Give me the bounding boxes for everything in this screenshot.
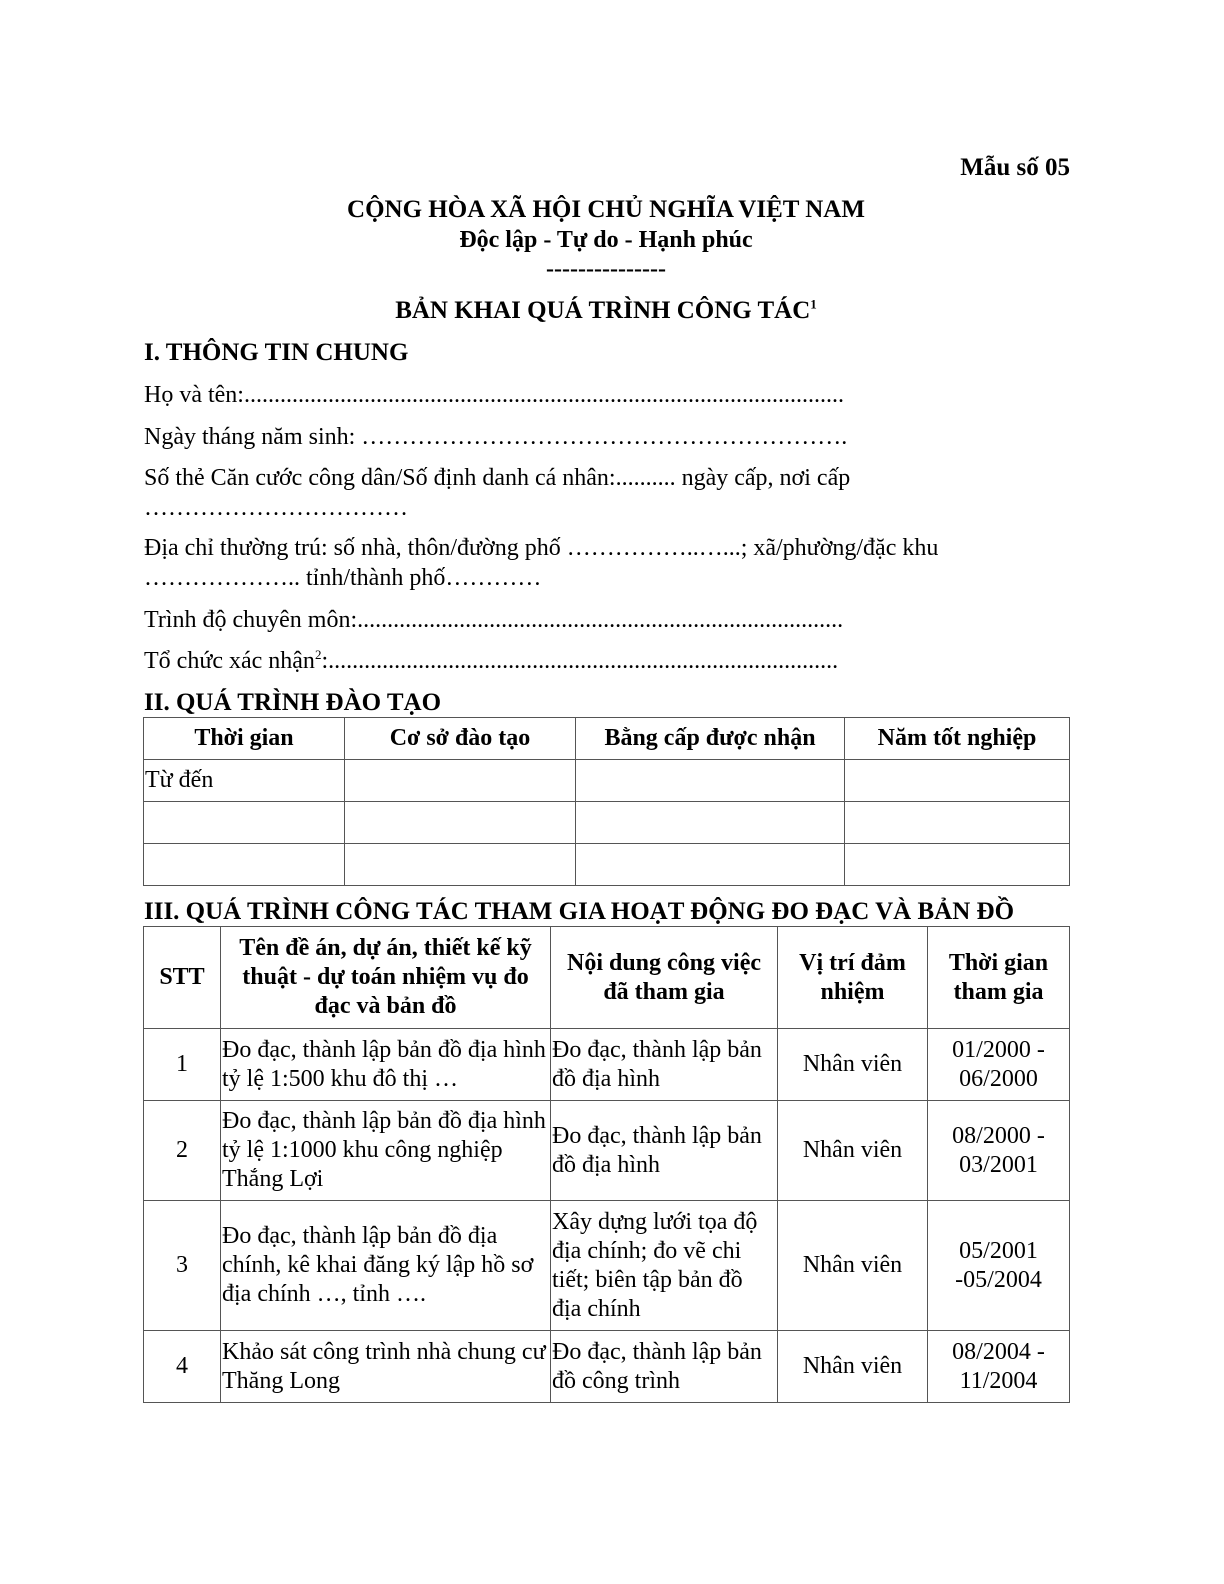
column-header: STT [144,927,221,1029]
table-cell [845,802,1070,844]
table-cell: 05/2001 -05/2004 [928,1201,1070,1331]
column-header: Bằng cấp được nhận [576,718,845,760]
address-line-continued: ……………….. tỉnh/thành phố………… [144,565,542,591]
work-history-table [143,926,1070,1403]
table-cell: Đo đạc, thành lập bản đồ địa hình tỷ lệ 1:500 khu đô thị … [221,1029,551,1101]
column-header: Vị trí đảm nhiệm [778,927,928,1029]
training-header-row [144,718,1070,760]
column-header: Thời gian [144,718,345,760]
title-text: BẢN KHAI QUÁ TRÌNH CÔNG TÁC [395,297,811,324]
table-row [144,1029,1070,1101]
table-cell: Nhân viên [778,1029,928,1101]
table-cell [345,760,576,802]
header-separator: --------------- [546,256,666,282]
table-cell: 01/2000 - 06/2000 [928,1029,1070,1101]
table-cell: 2 [144,1101,221,1201]
table-cell [845,760,1070,802]
table-cell: Khảo sát công trình nhà chung cư Thăng Long [221,1331,551,1403]
column-header: Cơ sở đào tạo [345,718,576,760]
table-row [144,760,1070,802]
dob-line: Ngày tháng năm sinh: ……………………………………………………. [144,424,848,450]
motto: Độc lập - Tự do - Hạnh phúc [459,227,753,253]
table-cell: 08/2004 - 11/2004 [928,1331,1070,1403]
table-cell: Nhân viên [778,1331,928,1403]
certifying-org-line [144,648,838,675]
table-cell: Từ đến [144,760,345,802]
table-cell: Đo đạc, thành lập bản đồ địa hình [551,1029,778,1101]
address-line: Địa chỉ thường trú: số nhà, thôn/đường phố ……………..…...; xã/phường/đặc khu [144,535,939,561]
training-table [143,717,1070,886]
column-header: Thời gian tham gia [928,927,1070,1029]
table-cell [845,844,1070,886]
table-cell: 3 [144,1201,221,1331]
section1-heading: I. THÔNG TIN CHUNG [144,339,409,366]
document-title [0,297,1212,325]
org-footnote: 2 [314,647,322,662]
work-header-row [144,927,1070,1029]
table-cell: 08/2000 - 03/2001 [928,1101,1070,1201]
table-cell [345,802,576,844]
table-cell: Đo đạc, thành lập bản đồ địa hình [551,1101,778,1201]
form-number: Mẫu số 05 [960,154,1070,181]
table-row [144,1101,1070,1201]
column-header: Tên đề án, dự án, thiết kế kỹ thuật - dự toán nhiệm vụ đo đạc và bản đồ [221,927,551,1029]
table-cell [144,844,345,886]
table-cell: Nhân viên [778,1201,928,1331]
title-footnote: 1 [810,296,817,312]
table-cell: Đo đạc, thành lập bản đồ địa chính, kê khai đăng ký lập hồ sơ địa chính …, tỉnh …. [221,1201,551,1331]
qualification-line: Trình độ chuyên môn:................................................................................. [144,607,844,633]
table-cell: 1 [144,1029,221,1101]
certifying-org-dots: :..................................................................................... [321,648,839,674]
id-line-continued: …………………………… [144,495,408,521]
table-cell: Đo đạc, thành lập bản đồ địa hình tỷ lệ 1:1000 khu công nghiệp Thắng Lợi [221,1101,551,1201]
column-header: Nội dung công việc đã tham gia [551,927,778,1029]
table-cell: Nhân viên [778,1101,928,1201]
table-row [144,844,1070,886]
table-cell [576,760,845,802]
section3-heading: III. QUÁ TRÌNH CÔNG TÁC THAM GIA HOẠT ĐỘNG ĐO ĐẠC VÀ BẢN ĐỒ [144,898,1015,925]
full-name-line: Họ và tên:.................................................................................................... [144,382,844,408]
table-cell [576,802,845,844]
table-cell: 4 [144,1331,221,1403]
table-row [144,1331,1070,1403]
table-cell [576,844,845,886]
certifying-org-label: Tổ chức xác nhận [144,648,315,674]
table-cell [345,844,576,886]
column-header: Năm tốt nghiệp [845,718,1070,760]
table-row [144,802,1070,844]
table-cell [144,802,345,844]
id-line: Số thẻ Căn cước công dân/Số định danh cá nhân:.......... ngày cấp, nơi cấp [144,465,851,491]
table-cell: Đo đạc, thành lập bản đồ công trình [551,1331,778,1403]
country-header: CỘNG HÒA XÃ HỘI CHỦ NGHĨA VIỆT NAM [347,196,865,223]
section2-heading: II. QUÁ TRÌNH ĐÀO TẠO [144,689,442,716]
table-cell: Xây dựng lưới tọa độ địa chính; đo vẽ chi tiết; biên tập bản đồ địa chính [551,1201,778,1331]
table-row [144,1201,1070,1331]
